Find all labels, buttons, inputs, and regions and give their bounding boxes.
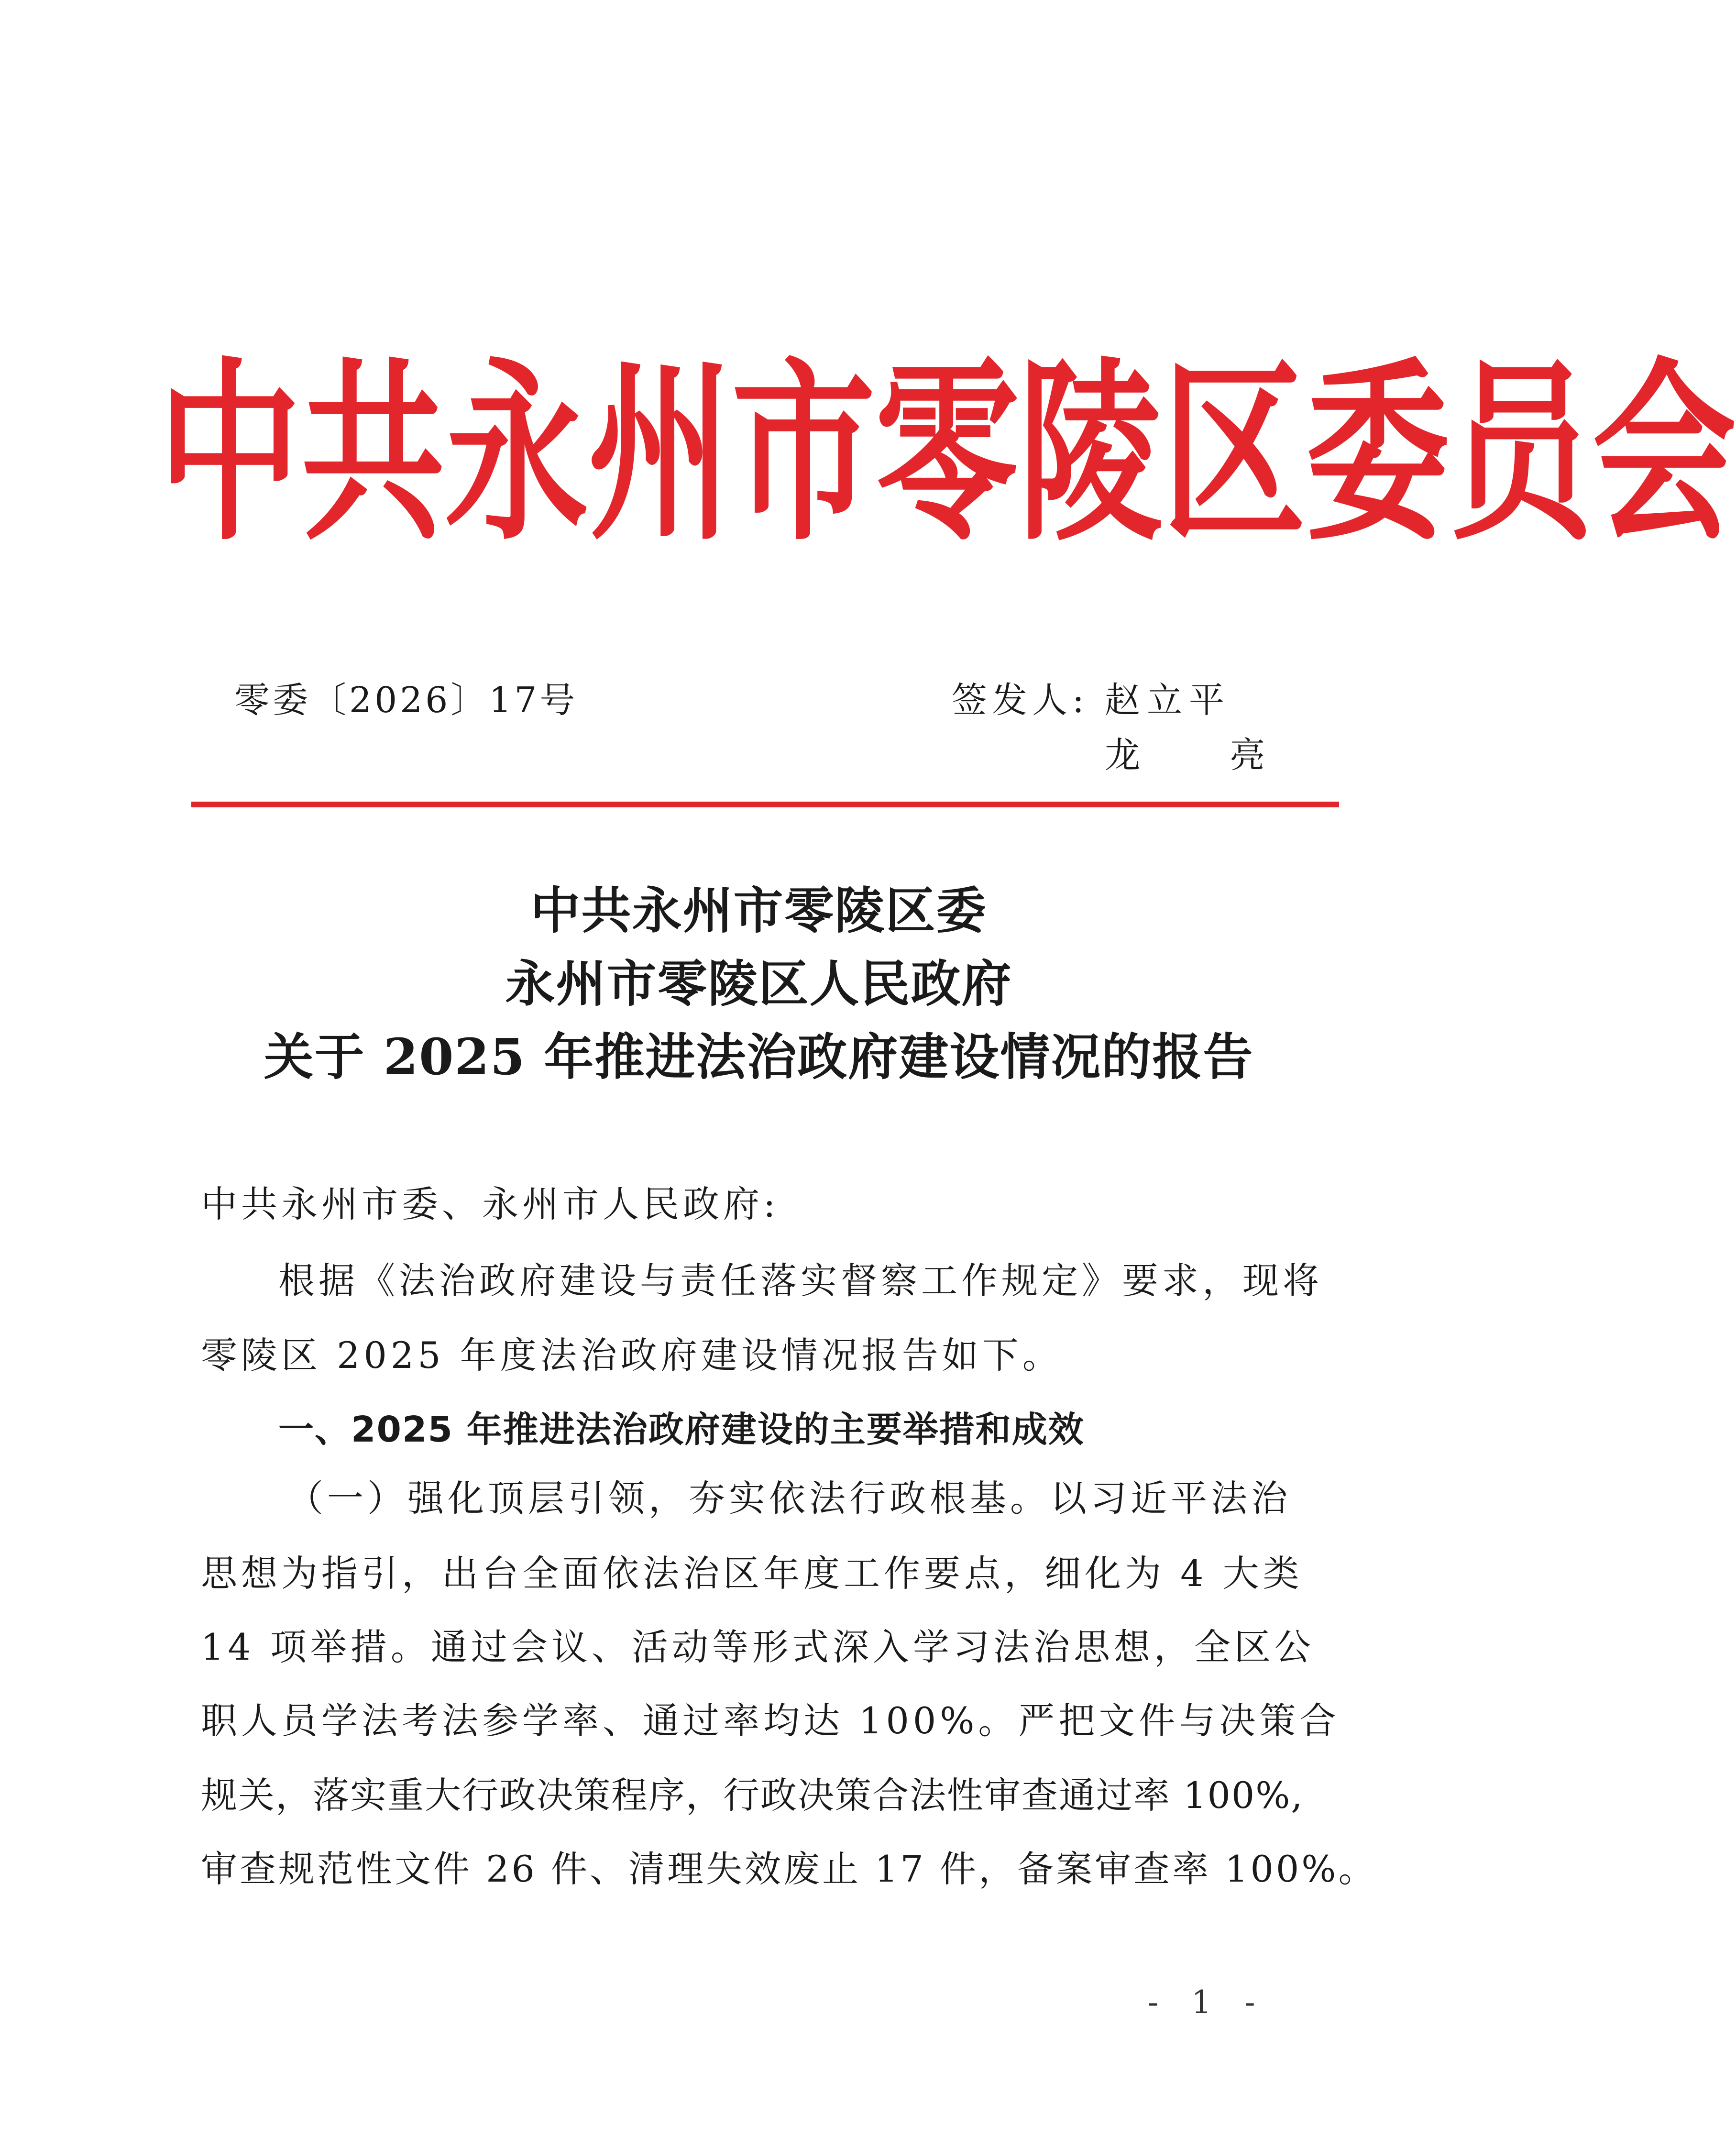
signer-name: 龙 亮: [1105, 735, 1305, 776]
masthead-char: 委: [1306, 341, 1449, 567]
page-number: - 1 -: [1148, 1984, 1267, 2021]
masthead-char: 区: [1162, 341, 1306, 567]
body-line: 职人员学法考法参学率、通过率均达 100%。严把文件与决策合: [201, 1699, 1340, 1742]
body-line: 思想为指引，出台全面依法治区年度工作要点，细化为 4 大类: [201, 1552, 1303, 1595]
masthead-char: 市: [732, 341, 875, 567]
report-title-line: 永州市零陵区人民政府: [505, 954, 1012, 1013]
body-line: 14 项举措。通过会议、活动等形式深入学习法治思想，全区公: [201, 1626, 1315, 1668]
masthead-char: 中: [158, 341, 301, 567]
body-line: 审查规范性文件 26 件、清理失效废止 17 件，备案审查率 100%。: [201, 1848, 1377, 1890]
masthead-char: 员: [1449, 341, 1593, 567]
report-title-line: 中共永州市零陵区委: [530, 881, 987, 940]
masthead-char: 州: [588, 341, 732, 567]
masthead-char: 零: [875, 341, 1019, 567]
red-divider: [191, 802, 1339, 807]
salutation: 中共永州市委、永州市人民政府:: [201, 1183, 780, 1225]
masthead-char: 共: [301, 341, 445, 567]
masthead-char: 会: [1593, 341, 1736, 567]
intro-line: 根据《法治政府建设与责任落实督察工作规定》要求，现将: [278, 1259, 1323, 1302]
masthead-char: 永: [445, 341, 588, 567]
body-line: 规关，落实重大行政决策程序，行政决策合法性审查通过率 100%,: [201, 1774, 1304, 1817]
report-title-line: 关于 2025 年推进法治政府建设情况的报告: [264, 1027, 1254, 1086]
masthead-char: 陵: [1019, 341, 1162, 567]
signer-label: 签发人:: [952, 680, 1089, 721]
section-heading: 一、2025 年推进法治政府建设的主要举措和成效: [278, 1409, 1085, 1450]
signer-name: 赵立平: [1105, 680, 1231, 721]
document-number: 零委〔2026〕17号: [234, 680, 578, 721]
masthead: [158, 341, 1736, 567]
intro-line: 零陵区 2025 年度法治政府建设情况报告如下。: [201, 1334, 1063, 1377]
body-line: （一）强化顶层引领，夯实依法行政根基。以习近平法治: [287, 1477, 1291, 1520]
